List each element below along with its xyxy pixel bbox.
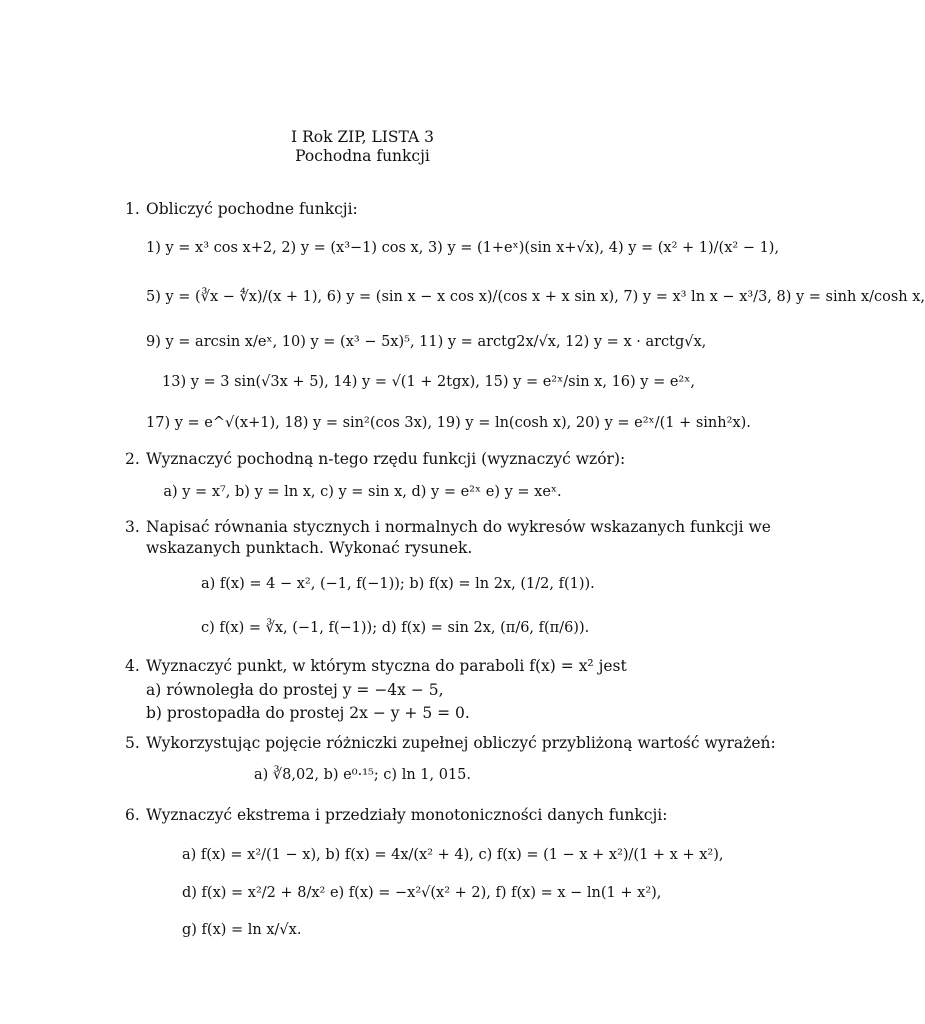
problem-number: 2. (125, 450, 140, 468)
problem-number: 5. (125, 734, 140, 752)
document-title: I Rok ZIP, LISTA 3 (291, 128, 434, 146)
formula-line: 5) y = (∛x − ∜x)/(x + 1), 6) y = (sin x − x cos x)/(cos x + x sin x), 7) y = x³ ln x − x³/3, 8) y = sinh x/cosh x, (146, 289, 925, 305)
formula-line: a) ∛8,02, b) e⁰·¹⁵; c) ln 1, 015. (253, 767, 472, 783)
formula-line: a) f(x) = 4 − x², (−1, f(−1)); b) f(x) = ln 2x, (1/2, f(1)). (201, 576, 595, 592)
subitem-line: b) prostopadła do prostej 2x − y + 5 = 0. (146, 704, 470, 722)
formula-line: g) f(x) = ln x/√x. (182, 922, 302, 938)
formula-line: a) y = x⁷, b) y = ln x, c) y = sin x, d) y = e²ˣ e) y = xeˣ. (163, 484, 562, 500)
problem-text-continued: wskazanych punktach. Wykonać rysunek. (146, 539, 473, 557)
problem-text: Wyznaczyć punkt, w którym styczna do paraboli f(x) = x² jest (146, 657, 627, 675)
problem-number: 6. (125, 806, 140, 824)
formula-line: d) f(x) = x²/2 + 8/x² e) f(x) = −x²√(x² + 2), f) f(x) = x − ln(1 + x²), (182, 885, 662, 901)
document-subtitle: Pochodna funkcji (295, 147, 430, 165)
problem-text: Napisać równania stycznych i normalnych do wykresów wskazanych funkcji we (146, 518, 771, 536)
problem-text: Wykorzystując pojęcie różniczki zupełnej obliczyć przybliżoną wartość wyrażeń: (146, 734, 776, 752)
formula-line: c) f(x) = ∛x, (−1, f(−1)); d) f(x) = sin 2x, (π/6, f(π/6)). (201, 620, 590, 636)
formula-line: 1) y = x³ cos x+2, 2) y = (x³−1) cos x, 3) y = (1+eˣ)(sin x+√x), 4) y = (x² + 1)/(x² − 1), (146, 240, 780, 256)
problem-number: 1. (125, 200, 140, 218)
subitem-line: a) równoległa do prostej y = −4x − 5, (146, 681, 444, 699)
problem-text: Wyznaczyć pochodną n-tego rzędu funkcji (wyznaczyć wzór): (146, 450, 626, 468)
problem-text: Wyznaczyć ekstrema i przedziały monotoniczności danych funkcji: (146, 806, 668, 824)
problem-number: 4. (125, 657, 140, 675)
formula-line: a) f(x) = x²/(1 − x), b) f(x) = 4x/(x² + 4), c) f(x) = (1 − x + x²)/(1 + x + x²), (182, 847, 724, 863)
formula-line: 13) y = 3 sin(√3x + 5), 14) y = √(1 + 2tgx), 15) y = e²ˣ/sin x, 16) y = e²ˣ, (162, 374, 695, 390)
formula-line: 17) y = e^√(x+1), 18) y = sin²(cos 3x), 19) y = ln(cosh x), 20) y = e²ˣ/(1 + sinh²x). (146, 415, 751, 431)
problem-text: Obliczyć pochodne funkcji: (146, 200, 358, 218)
formula-line: 9) y = arcsin x/eˣ, 10) y = (x³ − 5x)⁵, 11) y = arctg2x/√x, 12) y = x · arctg√x, (146, 334, 707, 350)
problem-number: 3. (125, 518, 140, 536)
